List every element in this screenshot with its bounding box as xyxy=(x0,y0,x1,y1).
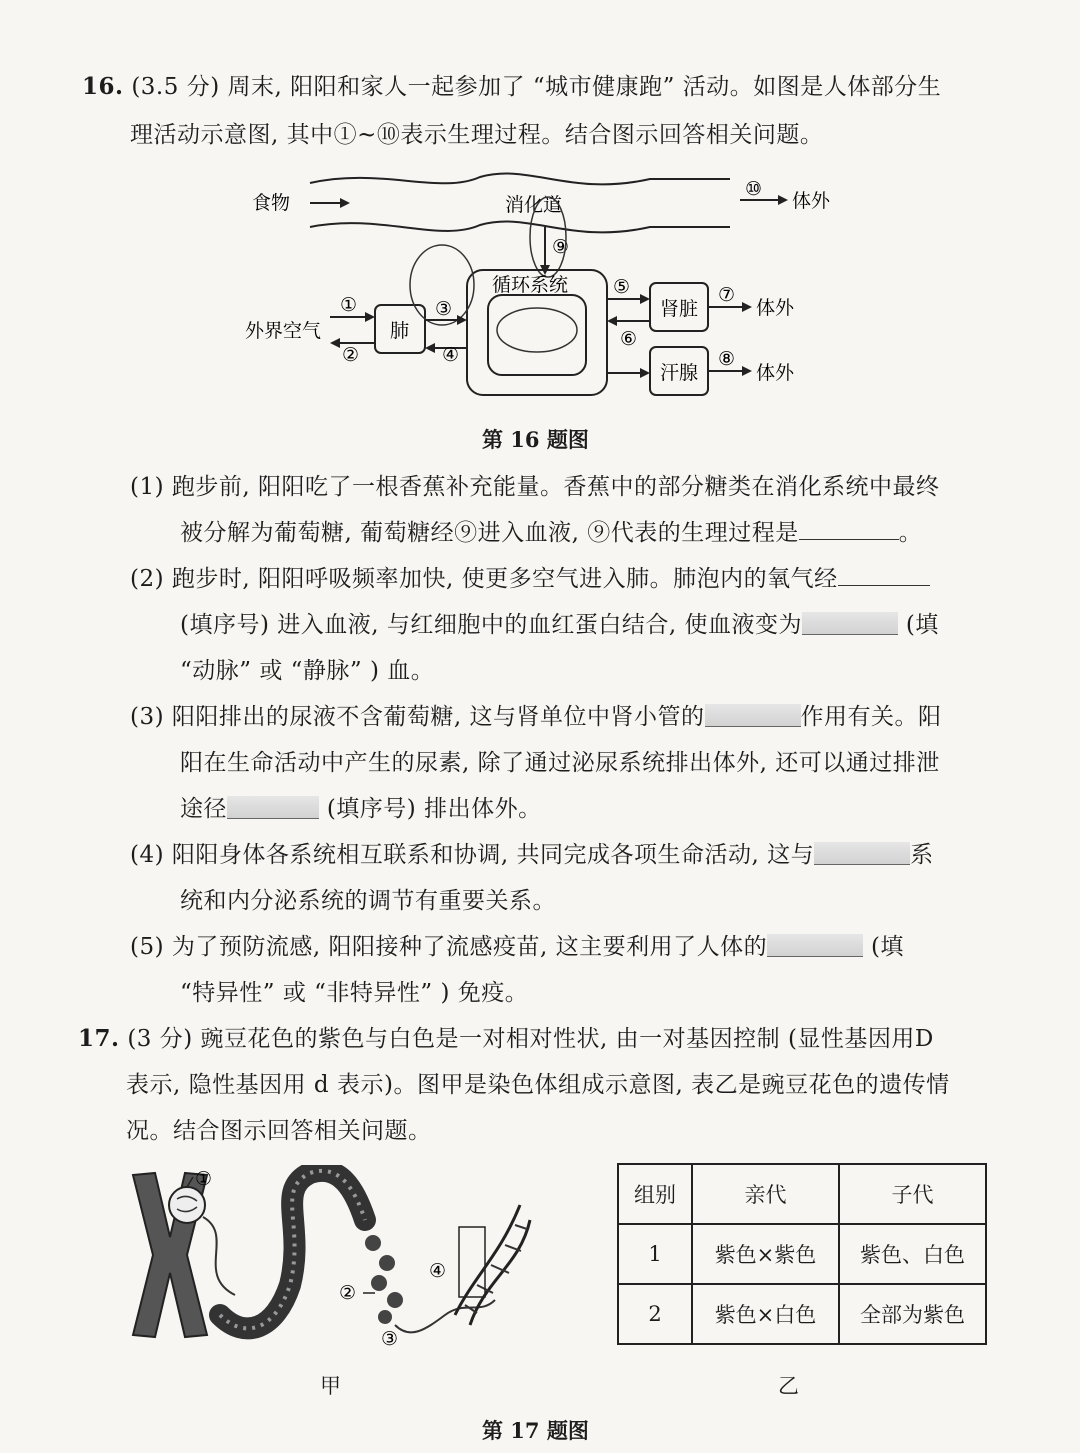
q16-p5-line1 xyxy=(130,932,904,962)
q17-stem-line3: 况。结合图示回答相关问题。 xyxy=(126,1118,432,1144)
table-cell: 紫色、白色 xyxy=(839,1224,986,1284)
answer-blank-3[interactable] xyxy=(802,612,898,635)
table-header-row xyxy=(618,1164,986,1224)
table-cell: 2 xyxy=(618,1284,692,1344)
q16-p5-line2: “特异性” 或 “非特异性” ) 免疫。 xyxy=(180,980,529,1006)
q16-diagram xyxy=(230,165,850,425)
n9-label: ⑨ xyxy=(552,236,570,258)
q16-p3-text3a: 途径 xyxy=(180,796,227,822)
q16-p3-text1b: 作用有关。阳 xyxy=(800,704,942,730)
q17-stem-text1: (3 分) 豌豆花色的紫色与白色是一对相对性状, 由一对基因控制 (显性基因用D xyxy=(127,1026,934,1052)
zoom-circle xyxy=(169,1187,205,1223)
label-jia: 甲 xyxy=(320,1374,341,1398)
table-header-cell: 子代 xyxy=(839,1164,986,1224)
answer-blank-1[interactable] xyxy=(799,539,899,540)
q16-p2-line2 xyxy=(180,610,939,640)
table-row xyxy=(618,1224,986,1284)
q16-p4-line2: 统和内分泌系统的调节有重要关系。 xyxy=(180,888,556,914)
q16-p4-line1 xyxy=(130,840,934,870)
q17-stem-line1 xyxy=(78,1024,934,1054)
answer-blank-6[interactable] xyxy=(814,842,910,865)
q16-p5-text1b: (填 xyxy=(870,934,904,960)
n10-label: ⑩ xyxy=(745,178,763,200)
table-cell: 1 xyxy=(618,1224,692,1284)
body-out-1: 体外 xyxy=(792,190,831,212)
table-cell: 紫色×紫色 xyxy=(692,1224,839,1284)
table-row xyxy=(618,1284,986,1344)
body-out-3: 体外 xyxy=(756,362,795,384)
n8-label: ⑧ xyxy=(718,348,736,370)
table-header-cell: 组别 xyxy=(618,1164,692,1224)
answer-blank-5[interactable] xyxy=(227,796,319,819)
n2-label: ② xyxy=(342,344,360,366)
q17-caption: 第 17 题图 xyxy=(482,1418,589,1443)
q16-p1-line1: (1) 跑步前, 阳阳吃了一根香蕉补充能量。香蕉中的部分糖类在消化系统中最终 xyxy=(130,474,940,500)
q16-p1-line2 xyxy=(180,518,922,548)
q16-p3-text3b: (填序号) 排出体外。 xyxy=(326,796,542,822)
q16-p2-text2a: (填序号) 进入血液, 与红细胞中的血红蛋白结合, 使血液变为 xyxy=(180,612,803,638)
q16-p3-line2: 阳在生命活动中产生的尿素, 除了通过泌尿系统排出体外, 还可以通过排泄 xyxy=(180,750,940,776)
q17-number: 17. xyxy=(78,1025,120,1052)
n1-label: ① xyxy=(340,294,358,316)
q16-p4-text1b: 系 xyxy=(910,842,934,868)
q16-p2-line1 xyxy=(130,564,930,594)
q16-p5-text1a: (5) 为了预防流感, 阳阳接种了流感疫苗, 这主要利用了人体的 xyxy=(130,934,768,960)
inheritance-table xyxy=(617,1163,987,1345)
q16-stem-line2: 理活动示意图, 其中①~⑩表示生理过程。结合图示回答相关问题。 xyxy=(130,122,824,148)
table-header-cell: 亲代 xyxy=(692,1164,839,1224)
c4-label: ④ xyxy=(429,1260,447,1282)
digestive-tract-label: 消化道 xyxy=(505,194,563,216)
q16-p1-text: 被分解为葡萄糖, 葡萄糖经⑨进入血液, ⑨代表的生理过程是 xyxy=(180,520,799,546)
lung-label: 肺 xyxy=(390,320,410,342)
chromosome-figure xyxy=(125,1165,545,1355)
kidney-label: 肾脏 xyxy=(660,298,699,320)
food-label: 食物 xyxy=(252,192,291,214)
q16-p3-text1a: (3) 阳阳排出的尿液不含葡萄糖, 这与肾单位中肾小管的 xyxy=(130,704,705,730)
outside-air-label: 外界空气 xyxy=(245,320,322,342)
c2-label: ② xyxy=(339,1282,357,1304)
q16-stem-text1: (3.5 分) 周末, 阳阳和家人一起参加了 “城市健康跑” 活动。如图是人体部分生 xyxy=(131,74,942,100)
q16-p2-text2b: (填 xyxy=(905,612,939,638)
n6-label: ⑥ xyxy=(620,328,638,350)
body-out-2: 体外 xyxy=(756,297,795,319)
c3-label: ③ xyxy=(381,1328,399,1350)
table-cell: 紫色×白色 xyxy=(692,1284,839,1344)
sweat-gland-label: 汗腺 xyxy=(660,362,699,384)
q16-p3-line3 xyxy=(180,794,542,824)
table-cell: 全部为紫色 xyxy=(839,1284,986,1344)
q16-number: 16. xyxy=(82,73,124,100)
q16-stem-line1 xyxy=(82,72,941,102)
answer-blank-2[interactable] xyxy=(838,585,930,586)
n4-label: ④ xyxy=(442,344,460,366)
c1-label: ① xyxy=(195,1168,213,1190)
q16-p1-end: 。 xyxy=(898,520,923,546)
label-yi: 乙 xyxy=(778,1374,799,1398)
n3-label: ③ xyxy=(435,298,453,320)
answer-blank-4[interactable] xyxy=(705,704,801,727)
q17-stem-line2: 表示, 隐性基因用 d 表示)。图甲是染色体组成示意图, 表乙是豌豆花色的遗传情 xyxy=(126,1072,950,1098)
q16-caption: 第 16 题图 xyxy=(482,427,589,452)
coiled-fiber xyxy=(220,1171,365,1329)
q16-p4-text1a: (4) 阳阳身体各系统相互联系和协调, 共同完成各项生命活动, 这与 xyxy=(130,842,815,868)
circulation-label: 循环系统 xyxy=(492,274,569,296)
q16-p2-line3: “动脉” 或 “静脉” ) 血。 xyxy=(180,658,435,684)
q16-p2-text1: (2) 跑步时, 阳阳呼吸频率加快, 使更多空气进入肺。肺泡内的氧气经 xyxy=(130,566,838,592)
answer-blank-7[interactable] xyxy=(767,934,863,957)
n5-label: ⑤ xyxy=(613,276,631,298)
q16-p3-line1 xyxy=(130,702,942,732)
n7-label: ⑦ xyxy=(718,284,736,306)
